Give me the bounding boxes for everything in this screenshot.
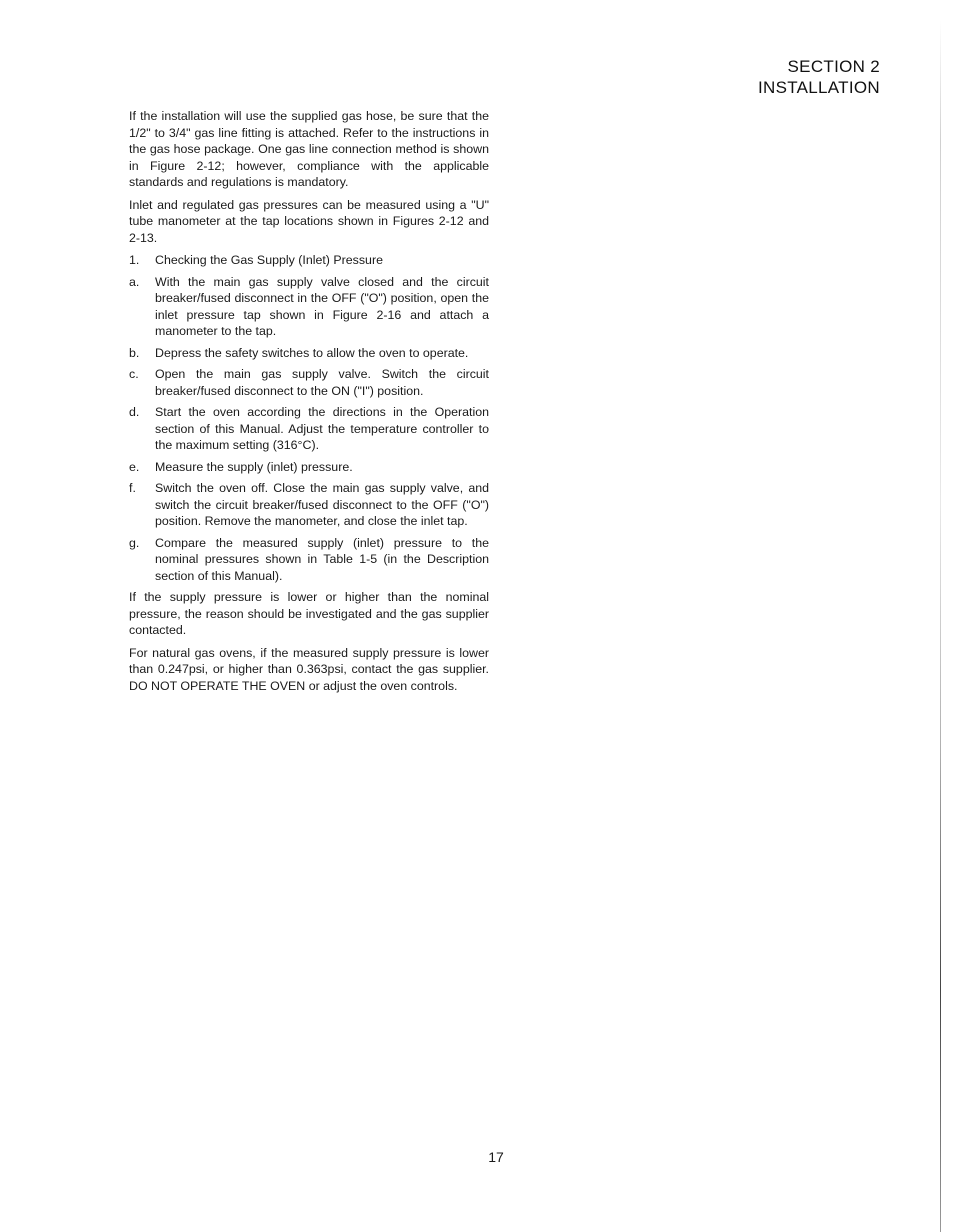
list-item-text: Switch the oven off. Close the main gas supply valve, and switch the circuit breaker/fused disconnect to the OFF ("O") position. Remove the manometer, and close the inlet tap. (155, 481, 489, 528)
list-item-text: Checking the Gas Supply (Inlet) Pressure (155, 253, 383, 267)
list-marker: e. (129, 459, 140, 474)
natural-gas-warning-paragraph: For natural gas ovens, if the measured supply pressure is lower than 0.247psi, or higher than 0.363psi, contact the gas supplier. DO NOT OPERATE THE OVEN or adjust the oven controls. (129, 645, 489, 693)
list-item (129, 274, 489, 340)
list-marker: c. (129, 367, 139, 381)
supply-pressure-paragraph: If the supply pressure is lower or higher than the nominal pressure, the reason should be investigated and the gas supplier contacted. (129, 590, 489, 637)
list-marker: a. (129, 274, 140, 289)
section-number: SECTION 2 (787, 57, 880, 76)
page-number: 17 (488, 1149, 504, 1165)
list-item (129, 480, 489, 530)
list-marker: b. (129, 345, 140, 360)
list-item-text: Compare the measured supply (inlet) pressure to the nominal pressures shown in Table 1-5 (in the Description section of this Manual). (155, 535, 489, 583)
section-title: INSTALLATION (758, 78, 880, 97)
intro-paragraph: If the installation will use the supplied gas hose, be sure that the 1/2" to 3/4" gas line fitting is attached. Refer to the instructions in the gas hose package. One gas line connection method is shown in Figure 2-12; however, compliance with the applicable standards and regulations is mandatory. (129, 109, 489, 189)
list-marker: f. (129, 481, 136, 495)
page-edge-line (940, 20, 941, 1232)
list-item (129, 535, 489, 585)
list-item (129, 366, 489, 399)
list-item-text: Depress the safety switches to allow the oven to operate. (155, 345, 469, 360)
list-item (129, 404, 489, 454)
body-text (129, 108, 489, 700)
manometer-paragraph: Inlet and regulated gas pressures can be measured using a "U" tube manometer at the tap locations shown in Figures 2-12 and 2-13. (129, 197, 489, 245)
section-header (758, 56, 880, 98)
list-item-text: Open the main gas supply valve. Switch the circuit breaker/fused disconnect to the ON ("I") position. (155, 367, 489, 398)
list-item-text: Start the oven according the directions in the Operation section of this Manual. Adjust the temperature controller to the maximum setting (316°C). (155, 405, 489, 452)
list-marker: g. (129, 535, 140, 550)
list-item (129, 459, 489, 476)
list-item-text: Measure the supply (inlet) pressure. (155, 459, 353, 474)
list-item (129, 345, 489, 362)
list-marker: 1. (129, 253, 140, 267)
list-item (129, 252, 489, 269)
list-item-text: With the main gas supply valve closed and the circuit breaker/fused disconnect in the OFF ("O") position, open the inlet pressure tap shown in Figure 2-16 and attach a manometer to the tap. (155, 274, 489, 338)
list-marker: d. (129, 405, 140, 419)
